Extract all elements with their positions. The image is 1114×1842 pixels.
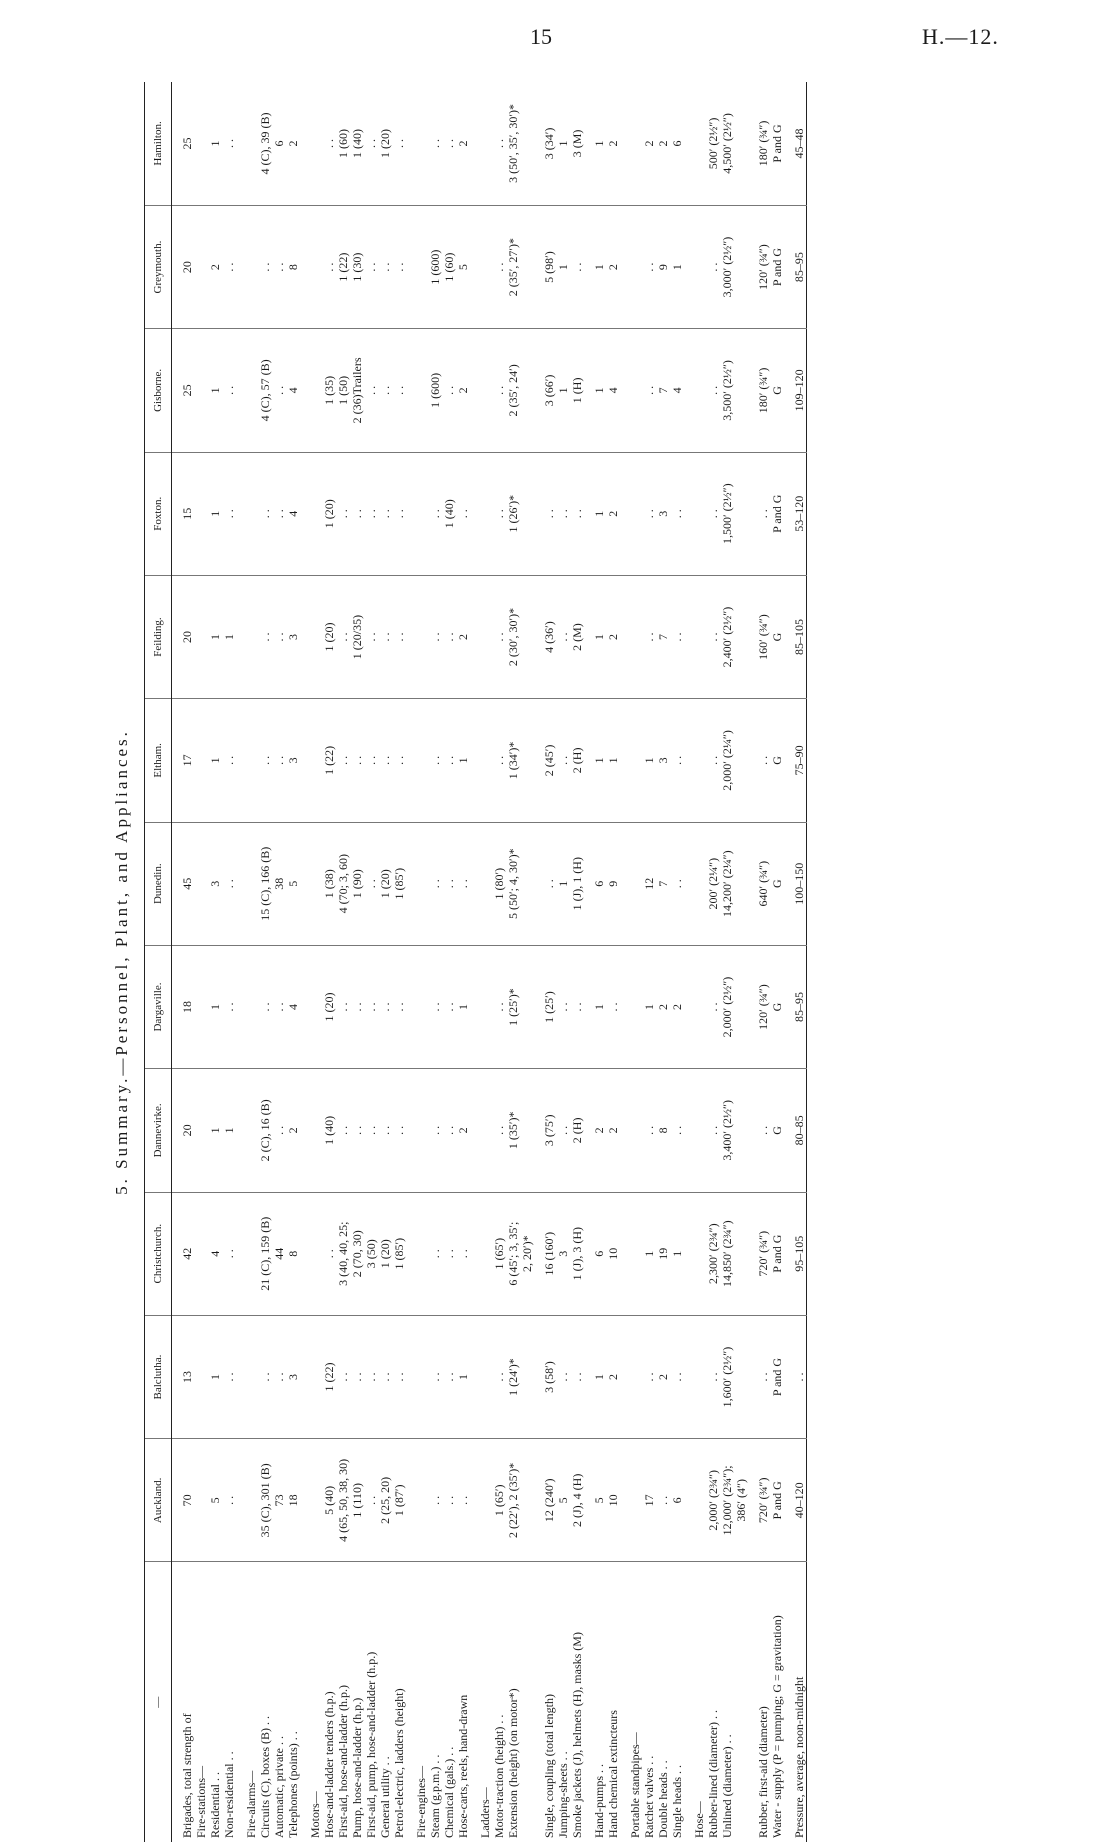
column-header: Foxton.	[145, 452, 172, 575]
table-cell: 2 2 6	[620, 82, 684, 205]
table-cell: 3 (34′) 1 3 (M)	[534, 82, 584, 205]
table-cell: 5 10	[584, 1439, 620, 1562]
table-cell: . . 3 (40, 40, 25; 2 (70, 30) 3 (50) 1 (20) 1 (85′)	[300, 1192, 406, 1315]
table-cell: 3 (66′) 1 1 (H)	[534, 329, 584, 452]
table-cell: . . . . 3	[236, 575, 300, 698]
table-cell: 2,000′ (2¾″) 12,000′ (2¾″); 386′ (4″)	[684, 1439, 748, 1562]
table-cell: 720′ (¾″) P and G	[748, 1192, 784, 1315]
table-cell: 1 . .	[584, 945, 620, 1068]
table-row	[300, 82, 406, 1842]
table-cell: 17 . . 6	[620, 1439, 684, 1562]
table-cell: . . 1 (22) 1 (30) . . . . . .	[300, 205, 406, 328]
table-cell: . . 2,400′ (2½″)	[684, 575, 748, 698]
table-cell: 1 1	[584, 699, 620, 822]
table-cell: . . 3,400′ (2½″)	[684, 1069, 748, 1192]
document-reference: H.—12.	[922, 24, 999, 49]
table-cell: . . 1 1 (J), 1 (H)	[534, 822, 584, 945]
table-row	[684, 82, 748, 1842]
table-cell: 1 (20) . . . . . . . . . .	[300, 452, 406, 575]
row-label: Hose— Rubber-lined (diameter) . . Unlined (diameter) . .	[692, 1709, 734, 1838]
table-cell: 120′ (¾″) P and G	[748, 205, 784, 328]
table-cell: 75–90	[784, 699, 807, 822]
table-cell: 85–95	[784, 945, 807, 1068]
table-cell: . . 2 (30′, 30′)*	[470, 575, 534, 698]
summary-table	[144, 82, 807, 1842]
table-row	[470, 82, 534, 1842]
table-cell: . . . . 2	[406, 575, 470, 698]
table-cell: . . 3 . .	[620, 452, 684, 575]
table-cell: 1 (20) . . . . . . . . . .	[300, 945, 406, 1068]
table-cell: 70 5 . .	[172, 1439, 237, 1562]
table-cell: 1 (65′) 6 (45′; 3, 35′; 2, 20′)*	[470, 1192, 534, 1315]
table-cell: 1 (35) 1 (50) 2 (36)Trailers . . . . . .	[300, 329, 406, 452]
table-cell: 1 (22) . . . . . . . . . .	[300, 1315, 406, 1438]
table-cell: 1 2	[584, 575, 620, 698]
table-cell: 2 2	[584, 1069, 620, 1192]
table-cell: 1 2	[584, 452, 620, 575]
table-cell: . . G	[748, 1069, 784, 1192]
table-cell: 1 19 1	[620, 1192, 684, 1315]
row-label: Single, coupling (total length) Jumping-sheets . . Smoke jackets (J), helmets (H), masks (M)	[542, 1632, 584, 1838]
row-label: Pressure, average, noon-midnight	[792, 1676, 806, 1838]
table-cell: 3 (58′) . . . .	[534, 1315, 584, 1438]
table-row	[534, 82, 584, 1842]
column-header: Balclutha.	[145, 1315, 172, 1438]
table-cell: 1 (65′) 2 (22′), 2 (35′)*	[470, 1439, 534, 1562]
table-cell: 13 1 . .	[172, 1315, 237, 1438]
table-cell: . . . . 1	[406, 945, 470, 1068]
table-cell: . . 7 4	[620, 329, 684, 452]
table-cell: 25 1 . .	[172, 82, 237, 205]
table-cell: . . 3,500′ (2½″)	[684, 329, 748, 452]
table-cell: 18 1 . .	[172, 945, 237, 1068]
table-cell: 20 2 . .	[172, 205, 237, 328]
table-cell: 42 4 . .	[172, 1192, 237, 1315]
table-cell: 1 (20) . . 1 (20/35) . . . . . .	[300, 575, 406, 698]
table-cell: 15 (C), 166 (B) 38 5	[236, 822, 300, 945]
table-cell: 180′ (¾″) P and G	[748, 82, 784, 205]
table-cell: 1 (38) 4 (70; 3, 60) 1 (90) . . 1 (20) 1 (85′)	[300, 822, 406, 945]
table-cell: . . 3 (50′, 35′, 30′)*	[470, 82, 534, 205]
column-header: Dunedin.	[145, 822, 172, 945]
table-cell: 80–85	[784, 1069, 807, 1192]
table-cell: 1 4	[584, 329, 620, 452]
row-label: Fire-alarms— Circuits (C), boxes (B) . . Automatic, private . . Telephones (points) . .	[244, 1716, 300, 1838]
table-cell: . . 1 (34′)*	[470, 699, 534, 822]
row-label: Rubber, first-aid (diameter) Water - supply (P = pumping; G = gravitation)	[756, 1615, 784, 1838]
table-cell: . . 7 . .	[620, 575, 684, 698]
table-cell: 6 9	[584, 822, 620, 945]
table-cell: . . P and G	[748, 1315, 784, 1438]
table-cell: . . . . . .	[406, 822, 470, 945]
table-cell: 1 2	[584, 82, 620, 205]
table-row	[784, 82, 807, 1842]
table-cell: . . . . 8	[236, 205, 300, 328]
table-cell: 4 (C), 57 (B) . . 4	[236, 329, 300, 452]
table-cell: 5 (40) 4 (65, 50, 38, 30) 1 (110) . . 2 (25, 20) 1 (87′)	[300, 1439, 406, 1562]
table-cell: . . . . 3	[236, 1315, 300, 1438]
table-cell: 1 (25′) . . . .	[534, 945, 584, 1068]
table-cell: 200′ (2¼″) 14,200′ (2¼″)	[684, 822, 748, 945]
table-cell: 1 2 2	[620, 945, 684, 1068]
row-label: Portable standpipes— Ratchet valves . . Double heads . . Single heads . .	[628, 1732, 684, 1838]
row-label: Motors— Hose-and-ladder tenders (h.p.) First-aid, hose-and-ladder (h.p.) Pump, hose-and-ladder (h.p.) First-aid, pump, hose-and-ladder (h.p.) General utility . . Petrol-electric, ladders (height)	[308, 1651, 406, 1838]
table-cell: . . . . . .	[534, 452, 584, 575]
row-label: Hand-pumps . . Hand chemical extincteurs	[592, 1710, 620, 1838]
column-header: Dargaville.	[145, 945, 172, 1068]
column-header: Christchurch.	[145, 1192, 172, 1315]
table-cell: . . G	[748, 699, 784, 822]
table-cell: 16 (160′) 3 1 (J), 3 (H)	[534, 1192, 584, 1315]
table-cell: 15 1 . .	[172, 452, 237, 575]
table-cell: . . 1 (60) 1 (40) . . 1 (20) . .	[300, 82, 406, 205]
table-cell: . . . . 2	[406, 1069, 470, 1192]
table-cell: 45 3 . .	[172, 822, 237, 945]
table-cell: . . 1 (35′)*	[470, 1069, 534, 1192]
table-cell: . . . . 2	[406, 82, 470, 205]
table-row	[236, 82, 300, 1842]
table-cell: . . 2 . .	[620, 1315, 684, 1438]
table-cell: 1 (22) . . . . . . . . . .	[300, 699, 406, 822]
table-cell: 120′ (¾″) G	[748, 945, 784, 1068]
table-cell: 6 10	[584, 1192, 620, 1315]
table-row	[748, 82, 784, 1842]
table-cell: 100–150	[784, 822, 807, 945]
table-cell: . . 1 (26′)*	[470, 452, 534, 575]
table-cell: . . 2 (35′, 24′)	[470, 329, 534, 452]
table-row	[406, 82, 470, 1842]
table-cell: . . P and G	[748, 452, 784, 575]
table-cell: 20 1 1	[172, 575, 237, 698]
table-cell: . . 1 (25′)*	[470, 945, 534, 1068]
table-cell: . . . . 4	[236, 945, 300, 1068]
table-cell: 640′ (¾″) G	[748, 822, 784, 945]
table-cell: 20 1 1	[172, 1069, 237, 1192]
table-cell: 40–120	[784, 1439, 807, 1562]
header-row	[145, 82, 172, 1842]
table-cell: . . . . . .	[406, 1439, 470, 1562]
table-body	[172, 82, 807, 1842]
column-header: Greymouth.	[145, 205, 172, 328]
table-cell: 720′ (¾″) P and G	[748, 1439, 784, 1562]
table-row	[620, 82, 684, 1842]
table-cell: 21 (C), 159 (B) 44 8	[236, 1192, 300, 1315]
table-row	[172, 82, 237, 1842]
table-cell: 1 2	[584, 205, 620, 328]
table-cell: 85–105	[784, 575, 807, 698]
table-cell: . . 1,600′ (2½″)	[684, 1315, 748, 1438]
column-header: Eltham.	[145, 699, 172, 822]
table-cell: . . 1 (40) . .	[406, 452, 470, 575]
column-header: —	[145, 1562, 172, 1842]
rotated-table-container	[100, 82, 1060, 1842]
table-cell: . . . . 1	[406, 1315, 470, 1438]
table-cell: . . 1,500′ (2½″)	[684, 452, 748, 575]
row-label: Brigades, total strength of Fire-stations— Residential . . Non-residential . .	[180, 1713, 236, 1838]
table-cell: 1 (80′) 5 (50′; 4, 30′)*	[470, 822, 534, 945]
table-cell: 25 1 . .	[172, 329, 237, 452]
column-header: Dannevirke.	[145, 1069, 172, 1192]
table-cell: 109–120	[784, 329, 807, 452]
table-cell: 3 (75′) . . 2 (H)	[534, 1069, 584, 1192]
table-cell: 35 (C), 301 (B) 73 18	[236, 1439, 300, 1562]
table-cell: 53–120	[784, 452, 807, 575]
table-cell: . .	[784, 1315, 807, 1438]
table-cell: . . . . 3	[236, 699, 300, 822]
table-cell: . . 2,000′ (2¼″)	[684, 699, 748, 822]
table-cell: 160′ (¾″) G	[748, 575, 784, 698]
table-cell: 45–48	[784, 82, 807, 205]
table-cell: 95–105	[784, 1192, 807, 1315]
table-cell: . . 8 . .	[620, 1069, 684, 1192]
table-cell: 1 (600) . . 2	[406, 329, 470, 452]
table-cell: 1 (600) 1 (60) 5	[406, 205, 470, 328]
page-number: 15	[530, 24, 552, 49]
table-cell: 2 (45′) . . 2 (H)	[534, 699, 584, 822]
table-cell: . . 3,000′ (2½″)	[684, 205, 748, 328]
table-cell: 1 2	[584, 1315, 620, 1438]
table-cell: 4 (36′) . . 2 (M)	[534, 575, 584, 698]
table-cell: 1 (40) . . . . . . . . . .	[300, 1069, 406, 1192]
column-header: Auckland.	[145, 1439, 172, 1562]
table-cell: 5 (98′) 1 . .	[534, 205, 584, 328]
table-cell: 12 7 . .	[620, 822, 684, 945]
table-cell: . . . . 4	[236, 452, 300, 575]
table-cell: 17 1 . .	[172, 699, 237, 822]
table-cell: . . 1 (24′)*	[470, 1315, 534, 1438]
table-cell: . . . . 1	[406, 699, 470, 822]
column-header: Feilding.	[145, 575, 172, 698]
table-row	[584, 82, 620, 1842]
table-cell: 12 (240′) 5 2 (J), 4 (H)	[534, 1439, 584, 1562]
table-cell: 2 (C), 16 (B) . . 2	[236, 1069, 300, 1192]
table-title: 5. Summary.—Personnel, Plant, and Appliances.	[112, 729, 131, 1195]
table-cell: 500′ (2½″) 4,500′ (2½″)	[684, 82, 748, 205]
column-header: Gisborne.	[145, 329, 172, 452]
table-cell: 1 3 . .	[620, 699, 684, 822]
row-label: Ladders— Motor-traction (height) . . Extension (height) (on motor*)	[478, 1688, 520, 1838]
table-cell: 2,300′ (2¾″) 14,850′ (2¾″)	[684, 1192, 748, 1315]
table-cell: 180′ (¾″) G	[748, 329, 784, 452]
column-header: Hamilton.	[145, 82, 172, 205]
table-cell: 85–95	[784, 205, 807, 328]
table-cell: . . 2,000′ (2½″)	[684, 945, 748, 1068]
table-cell: . . 2 (35′, 27′)*	[470, 205, 534, 328]
row-label: Fire-engines— Steam (g.p.m.) . . Chemical (gals.) . . Hose-carts, reels, hand-drawn	[414, 1694, 470, 1838]
table-cell: . . 9 1	[620, 205, 684, 328]
table-cell: . . . . . .	[406, 1192, 470, 1315]
table-cell: 4 (C), 39 (B) 6 2	[236, 82, 300, 205]
